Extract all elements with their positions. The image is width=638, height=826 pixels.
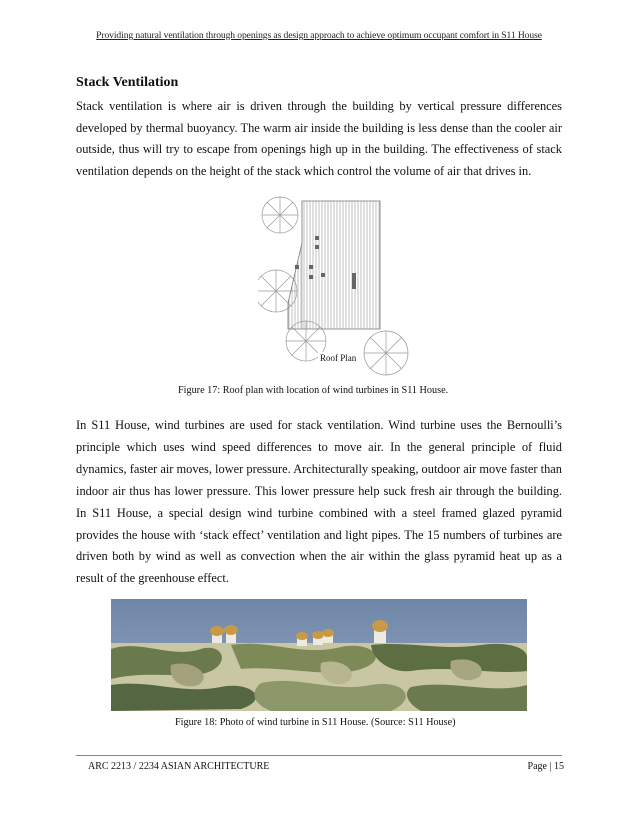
tree-symbol-bottom-right [364,331,408,375]
wind-turbine-photo [111,599,527,711]
figure-18-caption: Figure 18: Photo of wind turbine in S11 House. (Source: S11 House) [175,717,456,728]
section-heading: Stack Ventilation [76,75,179,90]
roof-plan-label: Roof Plan [320,353,357,363]
footer-course: ARC 2213 / 2234 ASIAN ARCHITECTURE [88,761,270,772]
paragraph-s11-turbines: In S11 House, wind turbines are used for stack ventilation. Wind turbine uses the Bernoulli’s principle which uses wind speed differences to move air. In the general principle of fluid dynamics, faster air moves, lower pressure. Architecturally speaking, outdoor air move faster than indoor air thus has lower pressure. This lower pressure help suck fresh air through the building. In S11 House, a special design wind turbine combined with a steel framed glazed pyramid provides the house with ‘stack effect’ ventilation and light pipes. The 15 numbers of turbines are driven both by wind as well as convection when the air within the glass pyramid heat up as a result of the greenhouse effect. [76,418,562,586]
tree-symbol-top-left [262,197,298,233]
running-header: Providing natural ventilation through openings as design approach to achieve optimum occupant comfort in S11 House [96,30,542,41]
figure-17-caption: Figure 17: Roof plan with location of wind turbines in S11 House. [178,385,449,396]
footer-divider [76,755,562,756]
page-number: Page | 15 [527,761,564,772]
paragraph-stack-ventilation: Stack ventilation is where air is driven through the building by vertical pressure differences developed by thermal buoyancy. The warm air inside the building is less dense than the cooler air outside, thus will try to escape from openings high up in the building. The effectiveness of stack ventilation depends on the height of the stack which control the volume of air that drives in. [76,99,562,179]
